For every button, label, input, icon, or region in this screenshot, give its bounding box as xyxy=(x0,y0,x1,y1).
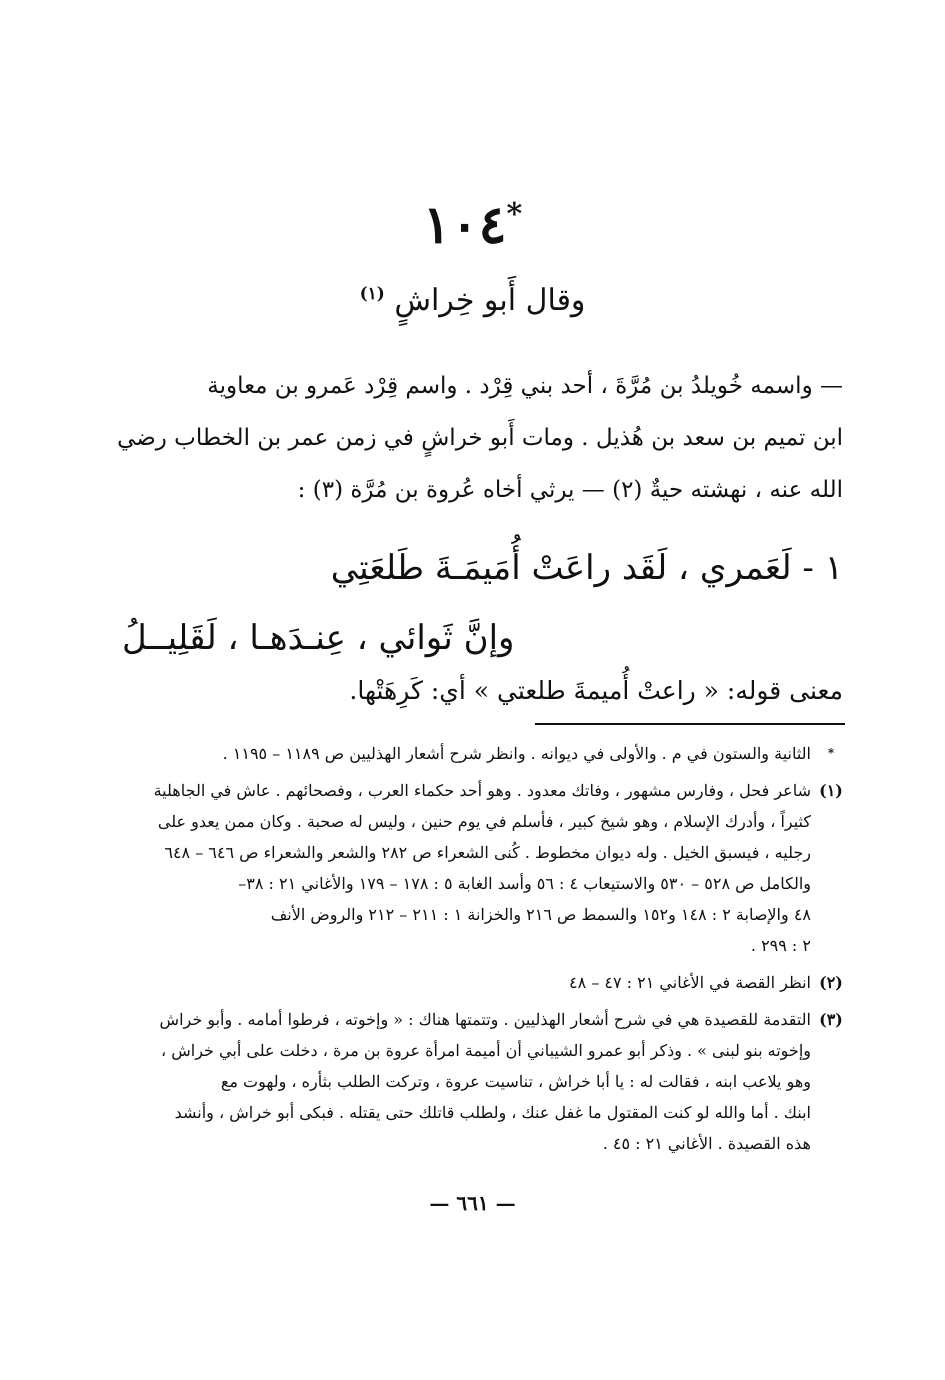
poem-title xyxy=(0,272,945,323)
page-number: — ٦٦١ — xyxy=(429,1191,516,1215)
footnote-line: شاعر فحل ، وفارس مشهور ، وفاتك معدود . وهو أحد حكماء العرب ، وفصحائهم . عاش في الجاهلية xyxy=(153,781,811,800)
intro-line: — واسمه خُويلدُ بن مُرَّةَ ، أحد بني قِرْد . واسم قِرْد عَمرو بن معاوية xyxy=(207,373,843,399)
poem-title-text: وقال أَبو خِراشٍ xyxy=(394,283,586,318)
footnote-1 xyxy=(110,775,845,961)
footnote-line: رجليه ، فيسبق الخيل . وله ديوان مخطوط . كُنى الشعراء ص ٢٨٢ والشعر والشعراء ص ٦٤٦ – ٦٤٨ xyxy=(164,843,811,862)
footnote-label: (٢) xyxy=(819,973,843,992)
poem-number xyxy=(0,185,945,255)
verse-second-hemistich: وإنَّ ثَوائي ، عِنـدَهـا ، لَقَلِيــلُ xyxy=(122,618,515,658)
footnote-divider xyxy=(535,723,845,725)
title-footnote-marker: (١) xyxy=(359,284,385,304)
footnote-line: كثيراً ، وأدرك الإسلام ، وهو شيخ كبير ، فأسلم في يوم حنين ، وليس له صحبة . وكان ممن يعدو على xyxy=(157,812,811,831)
intro-line: ابن تميم بن سعد بن هُذيل . ومات أَبو خراشٍ في زمن عمر بن الخطاب رضي xyxy=(117,425,843,451)
footnote-body xyxy=(110,967,845,998)
footnote-label: (١) xyxy=(819,781,843,800)
footnote-3 xyxy=(110,1004,845,1159)
poem-number-marker: * xyxy=(506,197,523,232)
footnote-body xyxy=(110,1004,845,1159)
footnote-body xyxy=(110,775,845,961)
footnote-line: انظر القصة في الأغاني ٢١ : ٤٧ – ٤٨ xyxy=(569,973,811,992)
footnote-star xyxy=(110,738,845,769)
footnote-line: التقدمة للقصيدة هي في شرح أشعار الهذليين . وتتمتها هناك : « وإخوته ، فرطوا أمامه . وأبو خراش xyxy=(159,1010,811,1029)
footnote-line: والكامل ص ٥٢٨ – ٥٣٠ والاستيعاب ٤ : ٥٦ وأسد الغابة ٥ : ١٧٨ – ١٧٩ والأغاني ٢١ : ٣٨– xyxy=(238,874,811,893)
footnotes xyxy=(110,738,845,1165)
footnote-label: (٣) xyxy=(819,1010,843,1029)
verse-first-hemistich: ١ - لَعَمري ، لَقَد راعَتْ أُمَيمَـةَ طَلعَتِي xyxy=(330,548,843,588)
footnote-line: وهو يلاعب ابنه ، فقالت له : يا أبا خراش ، تناسيت عروة ، وتركت الطلب بثأره ، ولهوت مع xyxy=(220,1072,811,1091)
footnote-line: هذه القصيدة . الأغاني ٢١ : ٤٥ . xyxy=(602,1134,811,1153)
footnote-line: وإخوته بنو لبنى » . وذكر أبو عمرو الشيباني أن أميمة امرأة عروة بن مرة ، دخلت على أبي خراش ، xyxy=(161,1041,811,1060)
footnote-body xyxy=(110,738,845,769)
footnote-line: الثانية والستون في م . والأولى في ديوانه . وانظر شرح أشعار الهذليين ص ١١٨٩ – ١١٩٥ . xyxy=(222,744,811,763)
intro-paragraph xyxy=(108,360,843,516)
footnote-label: * xyxy=(827,746,835,760)
footnote-line: ابنك . أما والله لو كنت المقتول ما غفل عنك ، ولطلب قاتلك حتى يقتله . فبكى أبو خراش ، وأنشد xyxy=(174,1103,811,1122)
footnote-line: ٢ : ٢٩٩ . xyxy=(750,936,811,955)
intro-line: الله عنه ، نهشته حيةٌ (٢) — يرثي أخاه عُروة بن مُرَّة (٣) : xyxy=(297,477,843,503)
poem-number-value: ١٠٤ xyxy=(422,194,507,256)
footnote-2 xyxy=(110,967,845,998)
footnote-line: ٤٨ والإصابة ٢ : ١٤٨ و١٥٢ والسمط ص ٢١٦ والخزانة ١ : ٢١١ – ٢١٢ والروض الأنف xyxy=(270,905,811,924)
verse-gloss: معنى قوله: « راعتْ أُميمةَ طلعتي » أي: كَرِهَتْها. xyxy=(349,676,843,705)
